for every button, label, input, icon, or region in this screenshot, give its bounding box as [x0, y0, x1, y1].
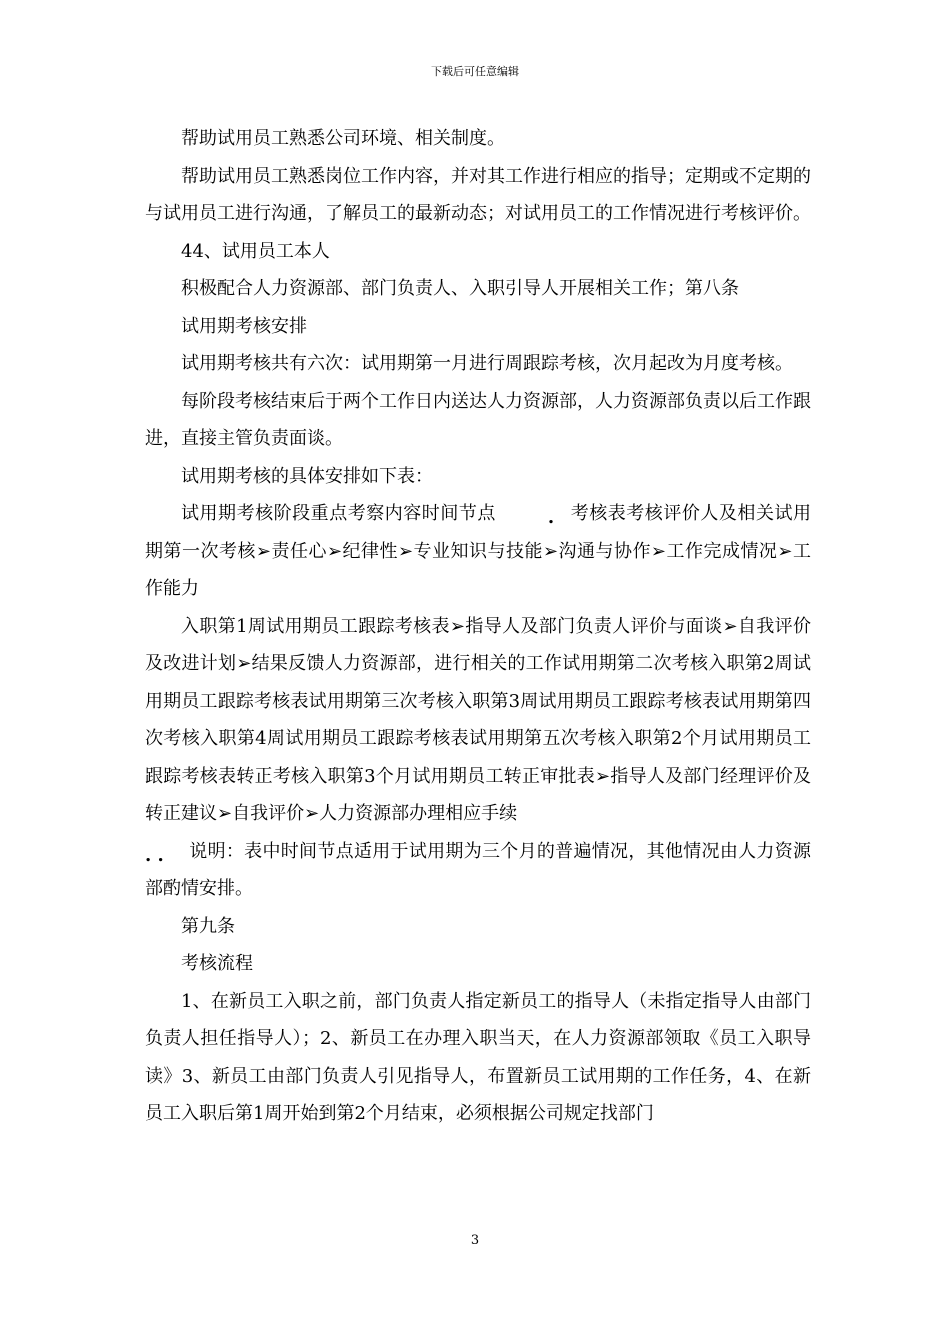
page-number: 3	[470, 1233, 480, 1248]
paragraph	[145, 833, 811, 908]
paragraph	[145, 495, 811, 608]
paragraph: 入职第1周试用期员工跟踪考核表➢指导人及部门负责人评价与面谈➢自我评价及改进计划➢结果反馈人力资源部，进行相关的工作试用期第二次考核入职第2周试用期员工跟踪考核表试用期第三次考核入职第3周试用期员工跟踪考核表试用期第四次考核入职第4周试用期员工跟踪考核表试用期第五次考核入职第2个月试用期员工跟踪考核表转正考核入职第3个月试用期员工转正审批表➢指导人及部门经理评价及转正建议➢自我评价➢人力资源部办理相应手续	[145, 615, 811, 824]
paragraph: 第九条	[181, 915, 235, 937]
paragraph: 44、试用员工本人	[181, 240, 330, 262]
paragraph-text: 试用期考核阶段重点考察内容时间节点	[181, 503, 496, 524]
paragraph: 帮助试用员工熟悉岗位工作内容，并对其工作进行相应的指导；定期或不定期的与试用员工进行沟通，了解员工的最新动态；对试用员工的工作情况进行考核评价。	[145, 165, 811, 224]
dot-marker: .	[547, 507, 555, 528]
paragraph-text: 说明：表中时间节点适用于试用期为三个月的普遍情况，其他情况由人力资源部酌情安排。	[145, 840, 811, 899]
header-note: 下载后可任意编辑	[431, 65, 519, 78]
paragraph: 每阶段考核结束后于两个工作日内送达人力资源部，人力资源部负责以后工作跟进，直接主管负责面谈。	[145, 390, 811, 449]
paragraph: 试用期考核的具体安排如下表：	[181, 465, 433, 487]
paragraph: 考核流程	[181, 953, 253, 974]
paragraph: 帮助试用员工熟悉公司环境、相关制度。	[181, 128, 505, 149]
paragraph: 1、在新员工入职之前，部门负责人指定新员工的指导人（未指定指导人由部门负责人担任指导人）；2、新员工在办理入职当天，在人力资源部领取《员工入职导读》3、新员工由部门负责人引见指导人，布置新员工试用期的工作任务，4、在新员工入职后第1周开始到第2个月结束，必须根据公司规定找部门	[145, 990, 811, 1124]
paragraph: 试用期考核共有六次：试用期第一月进行周跟踪考核，次月起改为月度考核。	[181, 353, 793, 374]
paragraph-text: 考核表考核评价人及相关试用期第一次考核➢责任心➢纪律性➢专业知识与技能➢沟通与协作➢工作完成情况➢工作能力	[145, 503, 811, 599]
paragraph: 积极配合人力资源部、部门负责人、入职引导人开展相关工作；第八条	[181, 278, 739, 299]
paragraph: 试用期考核安排	[181, 315, 307, 337]
dot-marker: . .	[145, 844, 164, 866]
document-body	[145, 120, 811, 1133]
